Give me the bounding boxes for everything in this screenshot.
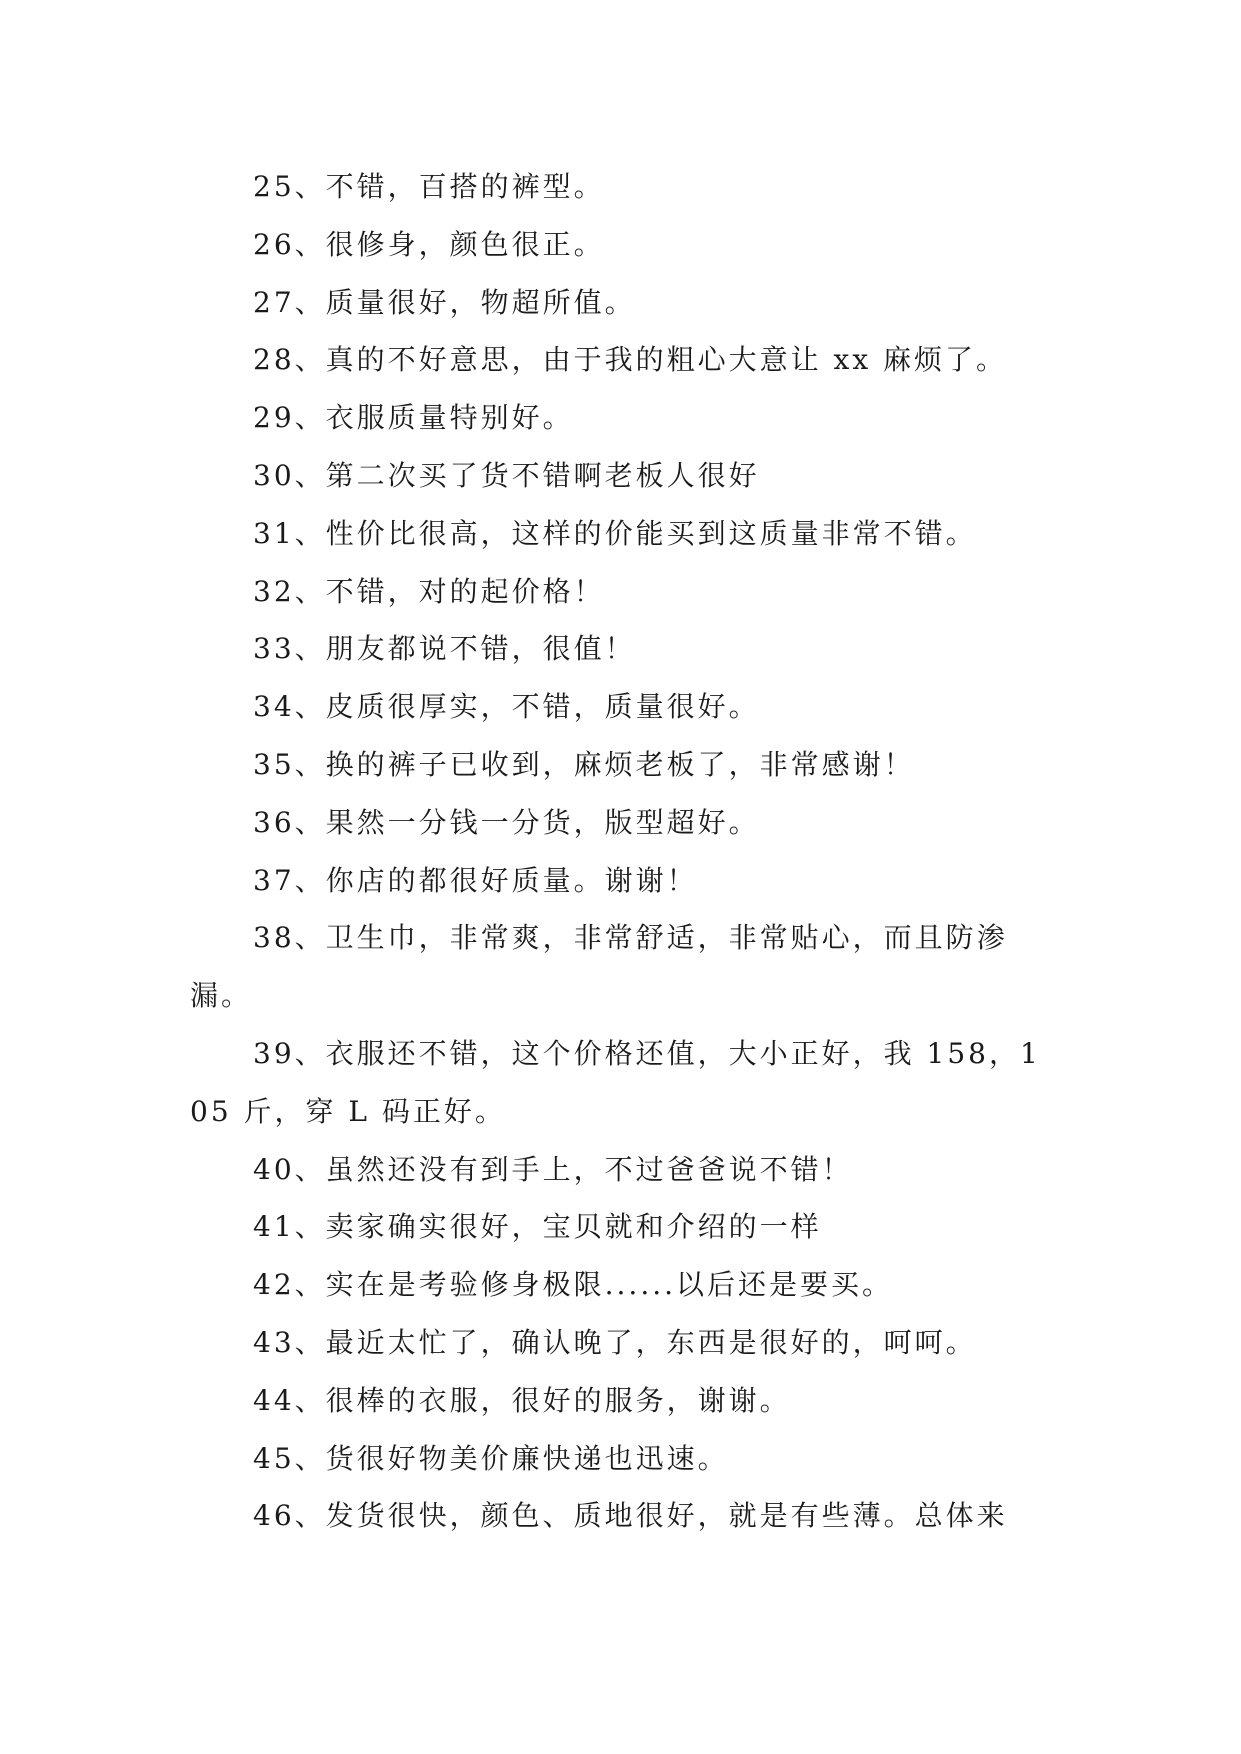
review-item-34: 34、皮质很厚实，不错，质量很好。	[253, 690, 760, 724]
review-item-36: 36、果然一分钱一分货，版型超好。	[253, 805, 760, 839]
review-item-26: 26、很修身，颜色很正。	[253, 227, 605, 261]
review-item-29: 29、衣服质量特别好。	[253, 401, 574, 435]
review-item-33: 33、朋友都说不错，很值！	[253, 632, 636, 666]
review-item-42: 42、实在是考验修身极限......以后还是要买。	[253, 1268, 894, 1302]
review-item-31: 31、性价比很高，这样的价能买到这质量非常不错。	[253, 516, 977, 550]
review-item-43: 43、最近太忙了，确认晚了，东西是很好的，呵呵。	[253, 1325, 977, 1359]
review-item-46: 46、发货很快，颜色、质地很好，就是有些薄。总体来	[253, 1499, 1008, 1533]
review-item-28: 28、真的不好意思，由于我的粗心大意让 xx 麻烦了。	[253, 343, 1008, 377]
review-item-30: 30、第二次买了货不错啊老板人很好	[253, 458, 760, 492]
review-item-44: 44、很棒的衣服，很好的服务，谢谢。	[253, 1383, 791, 1417]
review-item-39: 39、衣服还不错，这个价格还值，大小正好，我 158，105 斤，穿 L 码正好。	[190, 1036, 1041, 1128]
review-item-38: 38、卫生巾，非常爽，非常舒适，非常贴心，而且防渗漏。	[190, 921, 1008, 1013]
review-item-32: 32、不错，对的起价格！	[253, 574, 605, 608]
review-item-25: 25、不错，百搭的裤型。	[253, 170, 605, 203]
review-item-27: 27、质量很好，物超所值。	[253, 285, 636, 319]
review-item-45: 45、货很好物美价廉快递也迅速。	[253, 1441, 729, 1475]
review-item-35: 35、换的裤子已收到，麻烦老板了，非常感谢！	[253, 747, 915, 781]
review-item-37: 37、你店的都很好质量。谢谢！	[253, 863, 698, 897]
document-body	[190, 158, 1050, 1545]
review-item-40: 40、虽然还没有到手上，不过爸爸说不错！	[253, 1152, 853, 1186]
review-item-41: 41、卖家确实很好，宝贝就和介绍的一样	[253, 1210, 822, 1244]
